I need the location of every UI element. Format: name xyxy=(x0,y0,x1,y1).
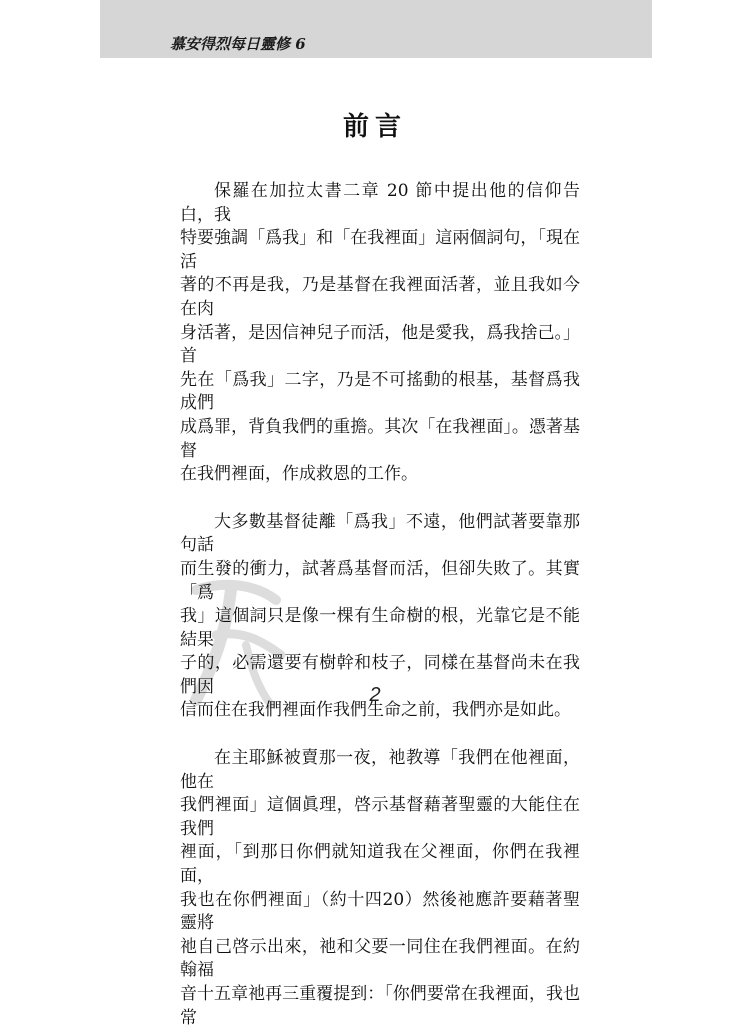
paragraph-3: 在主耶穌被賣那一夜，祂教導「我們在他裡面，他在 我們裡面」這個眞理，啓示基督藉著聖靈的大能住在我們 裡面，「到那日你們就知道我在父裡面，你們在我裡面， 我也在你們裡面」（約十四20）然後祂應許要藉著聖靈將 祂自己啓示出來，祂和父要一同住在我們裡面。在約翰福 音十五章祂再三重覆提到：「你們要常在我裡面，我也常 xyxy=(180,748,580,1028)
paragraph-2: 大多數基督徒離「爲我」不遠，他們試著要靠那句話 而生發的衝力，試著爲基督而活，但卻失敗了。其實「爲 我」這個詞只是像一棵有生命樹的根，光靠它是不能結果 子的，必需還要有樹幹和枝子，同樣在基督尚未在我們因 信而住在我們裡面作我們生命之前，我們亦是如此。 xyxy=(180,511,580,721)
chapter-title: 前言 xyxy=(342,112,407,142)
page-number: 2 xyxy=(369,684,381,706)
paragraph-1: 保羅在加拉太書二章 20 節中提出他的信仰告白，我 特要強調「爲我」和「在我裡面」這兩個詞句，「現在活 著的不再是我，乃是基督在我裡面活著，並且我如今在肉 身活著，是因信神兒子而活，他是愛我，爲我捨己。」首 先在「爲我」二字，乃是不可搖動的根基，基督爲我成們 成爲罪，背負我們的重擔。其次「在我裡面」。憑著基督 在我們裡面，作成救恩的工作。 xyxy=(180,181,580,485)
running-header-title: 慕安得烈每日靈修 6 xyxy=(170,35,306,53)
